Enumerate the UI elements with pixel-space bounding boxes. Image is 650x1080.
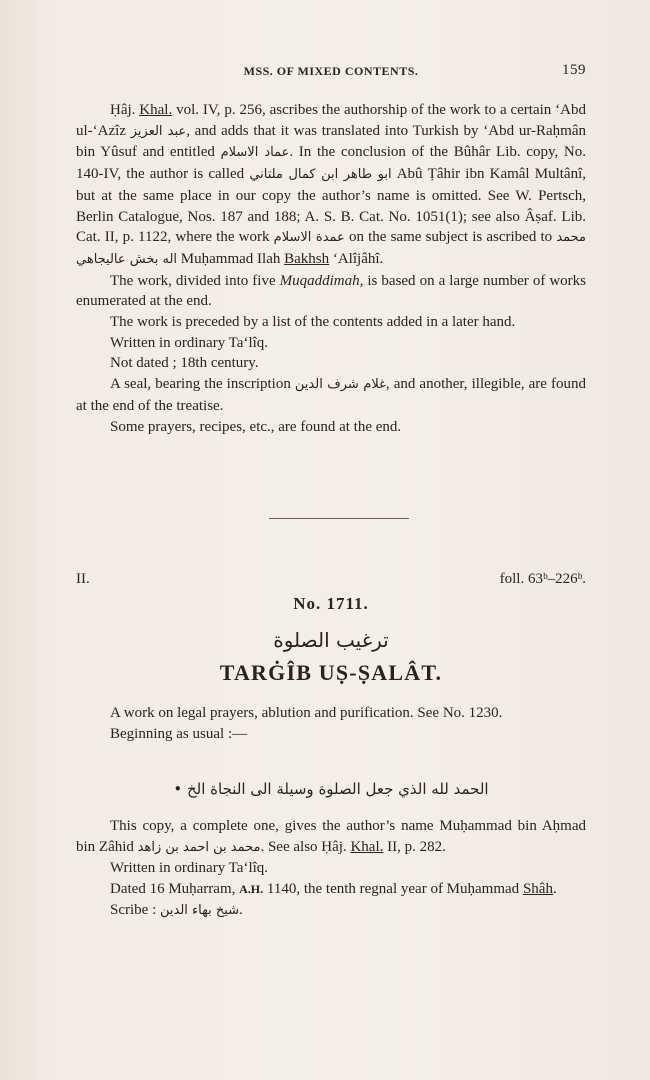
- text-italic: Muqaddimah,: [279, 272, 364, 289]
- paragraph-contents: The work is preceded by a list of the contents added in a later hand.: [110, 314, 516, 331]
- paragraph-authorship: [76, 100, 586, 271]
- running-title: MSS. OF MIXED CONTENTS.: [243, 64, 419, 78]
- paragraph-script-2: Written in ordinary Ta‘lîq.: [110, 860, 269, 877]
- page-number: 159: [562, 62, 586, 78]
- arabic-text: عمدة الاسلام: [273, 230, 345, 246]
- paragraph-date: Not dated ; 18th century.: [110, 355, 259, 372]
- text: . In the conclusion of the Bûhâr Lib. copy, No. 140-IV, the author is called: [76, 144, 586, 183]
- text: vol. IV, p. 256, ascribes the authorship of the work to a certain ‘Abd ul-‘Azîz: [76, 102, 586, 139]
- arabic-text: شيخ بهاء الدين: [160, 902, 240, 918]
- section-roman-numeral: II.: [76, 571, 90, 587]
- entry-description: [76, 100, 586, 437]
- arabic-text: غلام شرف الدين: [294, 377, 386, 393]
- paragraph-structure: [76, 271, 586, 312]
- text-smallcaps: A.H.: [239, 882, 264, 897]
- text: This copy, a complete one, gives the author’s name Muḥammad bin Aḥmad bin Zâhid: [76, 818, 586, 855]
- arabic-text: عماد الاسلام: [220, 145, 290, 161]
- text: . See also Ḥâj.: [260, 838, 351, 855]
- section-row: [76, 571, 586, 593]
- text: Scribe :: [110, 901, 160, 918]
- entry-title: TARĠÎB UṢ-ṢALÂT.: [219, 660, 443, 685]
- entry-two-description: [76, 703, 586, 744]
- arabic-title: ترغيب الصلوة: [273, 628, 389, 652]
- text: , and another, illegible, are found at the end of the treatise.: [76, 376, 586, 414]
- text: ‘Alîjâhî.: [329, 250, 384, 267]
- paragraph-scribe: [76, 900, 586, 922]
- paragraph-beginning: Beginning as usual :—: [110, 725, 248, 742]
- section-divider: [269, 518, 409, 519]
- paragraph-dated: [76, 879, 586, 900]
- text: .: [552, 881, 557, 898]
- entry-number: No. 1711.: [293, 594, 369, 613]
- running-header: [76, 64, 586, 84]
- folio-range: foll. 63ᵇ–226ᵇ.: [499, 571, 586, 587]
- paragraph-prayers: Some prayers, recipes, etc., are found at the end.: [110, 418, 402, 435]
- text-underlined: Khal.: [139, 102, 173, 118]
- text: Ḥâj.: [110, 102, 140, 118]
- paragraph-seal: [76, 374, 586, 416]
- text: Abû Ṭâhir ibn Kamâl Multânî, but at the same place in our copy the author’s name is omitted. See W. Pertsch, Berlin Catalogue, Nos. 187 and 188; A. S. B. Cat. No. 1051(1); see also Âṣaf. Lib. Cat. II, p. 1122, where the work: [76, 166, 586, 246]
- text: , and adds that it was translated into Turkish by ‘Abd ur-Raḥmân bin Yûsuf and entitled: [76, 122, 586, 161]
- arabic-text: محمد بن احمد بن زاهد: [137, 839, 261, 855]
- text-underlined: Bakhsh: [284, 250, 330, 267]
- text: on the same subject is ascribed to: [344, 229, 557, 246]
- arabic-incipit: الحمد لله الذي جعل الصلوة وسيلة الى النجاة الخ •: [173, 780, 489, 798]
- text: II, p. 282.: [383, 838, 446, 855]
- arabic-text: ابو طاهر ابن كمال ملتاني: [249, 167, 392, 183]
- paragraph-script: Written in ordinary Ta‘lîq.: [110, 334, 269, 351]
- text-underlined: Khal.: [350, 838, 384, 855]
- text: A seal, bearing the inscription: [110, 376, 295, 393]
- text: 1140, the tenth regnal year of Muḥammad: [263, 881, 523, 898]
- text: The work, divided into five: [110, 272, 280, 289]
- paragraph-subject: A work on legal prayers, ablution and purification. See No. 1230.: [110, 705, 503, 721]
- text: Dated 16 Muḥarram,: [110, 881, 240, 898]
- arabic-text: عبد العزيز: [130, 123, 187, 139]
- text: .: [239, 901, 243, 918]
- text: Muḥammad Ilah: [177, 250, 285, 267]
- text: is based on a large number of works enumerated at the end.: [76, 272, 586, 310]
- paragraph-author-name: [76, 816, 586, 858]
- entry-two-details: [76, 816, 586, 922]
- text-underlined: Shâh: [522, 881, 553, 898]
- arabic-text: محمد اله بخش عاليجاهي: [76, 230, 587, 267]
